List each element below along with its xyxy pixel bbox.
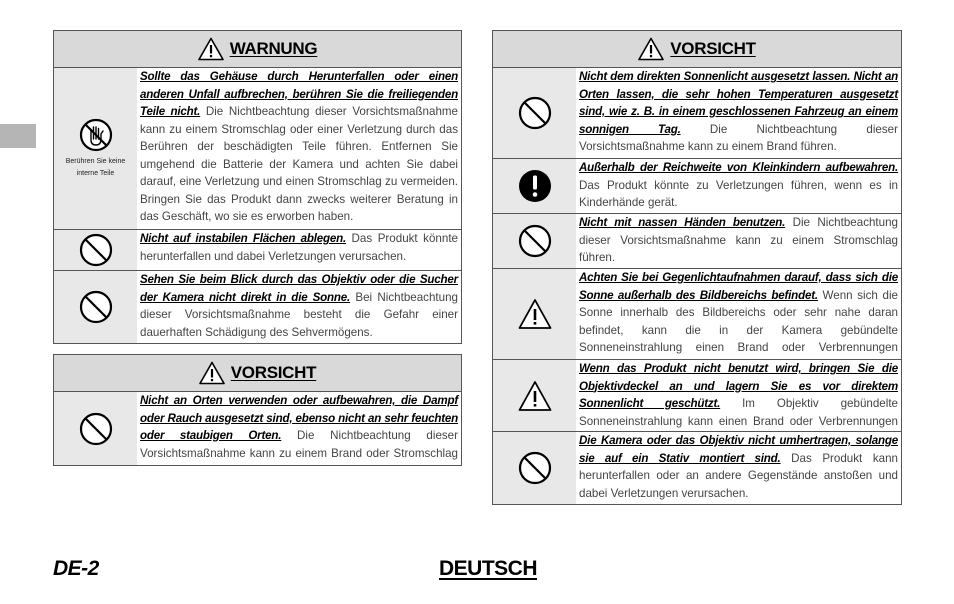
- caution-text: [576, 159, 901, 213]
- prohibited-icon: [79, 290, 113, 324]
- caution-title: VORSICHT: [670, 39, 756, 58]
- warning-triangle-icon: [518, 298, 552, 330]
- caution-text: [576, 269, 901, 359]
- warning-row: [54, 271, 461, 343]
- caution-body: Das Produkt könnte zu Verletzungen führen, wenn es in Kinderhände gerät.: [579, 178, 898, 209]
- warning-body: Bei Nichtbeachtung dieser Vorsichtsmaßnahme besteht die Gefahr einer dauerhaften Schädigung des Sehvermögens.: [140, 290, 458, 339]
- icon-cell: [493, 432, 576, 504]
- caution-row: [493, 360, 901, 432]
- section-tab-marker: [0, 124, 36, 148]
- icon-cell: [493, 269, 576, 359]
- warning-title: WARNUNG: [229, 39, 318, 58]
- prohibited-icon: [518, 224, 552, 258]
- caution-heading: Achten Sie bei Gegenlichtaufnahmen darauf, dass sich die Sonne außerhalb des Bildbereichs befindet.: [579, 271, 898, 302]
- caution-box-right: [492, 30, 902, 505]
- icon-cell: [54, 68, 137, 229]
- icon-cell: [493, 360, 576, 431]
- caution-heading: Nicht an Orten verwenden oder aufbewahren, die Dampf oder Rauch ausgesetzt sind, ebenso nicht an sehr feuchten oder staubigen Orten.: [140, 394, 458, 442]
- mandatory-exclamation-icon: [518, 169, 552, 203]
- warning-body: Das Produkt könnte herunterfallen und dabei Verletzungen verursachen.: [140, 232, 458, 263]
- caution-body: Das Produkt kann herunterfallen oder an andere Gegenstände anstoßen und dabei Verletzungen verursachen.: [579, 451, 898, 500]
- warning-body: Die Nichtbeachtung dieser Vorsichtsmaßnahme kann zu einem Stromschlag oder einer Verletzung durch das Berühren der beschädigten Teile führen. Entfernen Sie umgehend die Batterie der Kamera und achten Sie dabei darauf, eine Verletzung und einen Stromschlag zu vermeiden. Bringen Sie das Produkt dann zwecks weiterer Beratung in das Geschäft, wo sie es erworben haben.: [140, 105, 458, 223]
- caution-header: [493, 31, 901, 68]
- warning-heading: Sollte das Gehäuse durch Herunterfallen oder einen anderen Unfall aufbrechen, berühren Sie die freiliegenden Teile nicht.: [140, 70, 458, 118]
- caution-heading: Außerhalb der Reichweite von Kleinkindern aufbewahren.: [579, 161, 898, 174]
- caution-row: [493, 214, 901, 269]
- warning-text: [137, 68, 461, 229]
- caution-row: [493, 269, 901, 360]
- icon-cell: [54, 392, 137, 465]
- caution-row: [493, 432, 901, 504]
- warning-heading: Sehen Sie beim Blick durch das Objektiv oder die Sucher der Kamera nicht direkt in die Sonne.: [140, 273, 458, 304]
- caution-body: Wenn sich die Sonne innerhalb des Bildbereichs oder sehr nahe daran befindet, kann die in der Kamera gebündelte Sonneneinstrahlung einen Brand oder Verbrennungen: [579, 288, 898, 354]
- caution-row: [54, 392, 461, 465]
- caution-body: Die Nichtbeachtung dieser Vorsichtsmaßnahme kann zu einem Brand oder Stromschlag: [140, 429, 458, 460]
- icon-cell: [54, 271, 137, 343]
- warning-box: [53, 30, 462, 344]
- icon-cell: [493, 68, 576, 158]
- icon-cell: [493, 214, 576, 268]
- language-label: DEUTSCH: [439, 557, 538, 580]
- caution-body: Im Objektiv gebündelte Sonneneinstrahlung kann einen Brand oder Verbrennungen: [579, 397, 898, 428]
- caution-heading: Die Kamera oder das Objektiv nicht umhertragen, solange sie auf ein Stativ montiert sind.: [579, 434, 898, 465]
- prohibited-icon: [79, 412, 113, 446]
- caution-heading: Nicht mit nassen Händen benutzen.: [579, 216, 786, 229]
- caution-text: [576, 432, 901, 504]
- caution-header: [54, 355, 461, 392]
- caution-body: Die Nichtbeachtung dieser Vorsichtsmaßnahme kann zu einem Brand führen.: [579, 122, 898, 153]
- warning-text: [137, 271, 461, 343]
- warning-triangle-icon: [199, 361, 225, 385]
- caution-heading: Wenn das Produkt nicht benutzt wird, bringen Sie die Objektivdeckel an und lagern Sie es vor direktem Sonnenlicht geschützt.: [579, 362, 898, 410]
- icon-cell: [493, 159, 576, 213]
- caution-title: VORSICHT: [230, 363, 317, 382]
- caution-row: [493, 159, 901, 214]
- prohibited-icon: [518, 451, 552, 485]
- warning-header: [54, 31, 461, 68]
- warning-row: [54, 68, 461, 230]
- page-number: DE-2: [53, 557, 99, 580]
- icon-caption: Berühren Sie keine interne Teile: [65, 157, 126, 177]
- caution-text: [576, 360, 901, 431]
- caution-row: [493, 68, 901, 159]
- caution-body: Die Nichtbeachtung dieser Vorsichtsmaßnahme kann zu einem Stromschlag führen.: [579, 216, 898, 264]
- warning-heading: Nicht auf instabilen Flächen ablegen.: [140, 232, 347, 245]
- icon-cell: [54, 230, 137, 270]
- caution-text: [137, 392, 461, 465]
- warning-text: [137, 230, 461, 270]
- prohibited-icon: [518, 96, 552, 130]
- caution-text: [576, 214, 901, 268]
- prohibited-icon: [79, 233, 113, 267]
- caution-text: [576, 68, 901, 158]
- warning-triangle-icon: [198, 37, 224, 61]
- warning-row: [54, 230, 461, 271]
- warning-triangle-icon: [518, 380, 552, 412]
- caution-box-left: [53, 354, 462, 466]
- caution-heading: Nicht dem direkten Sonnenlicht ausgesetzt lassen. Nicht an Orten lassen, die sehr hohen Temperaturen ausgesetzt sind, wie z. B. in einem geschlossenen Fahrzeug an einem sonnigen Tag.: [579, 70, 898, 136]
- no-touch-hand-icon: [79, 118, 113, 152]
- warning-triangle-icon: [638, 37, 664, 61]
